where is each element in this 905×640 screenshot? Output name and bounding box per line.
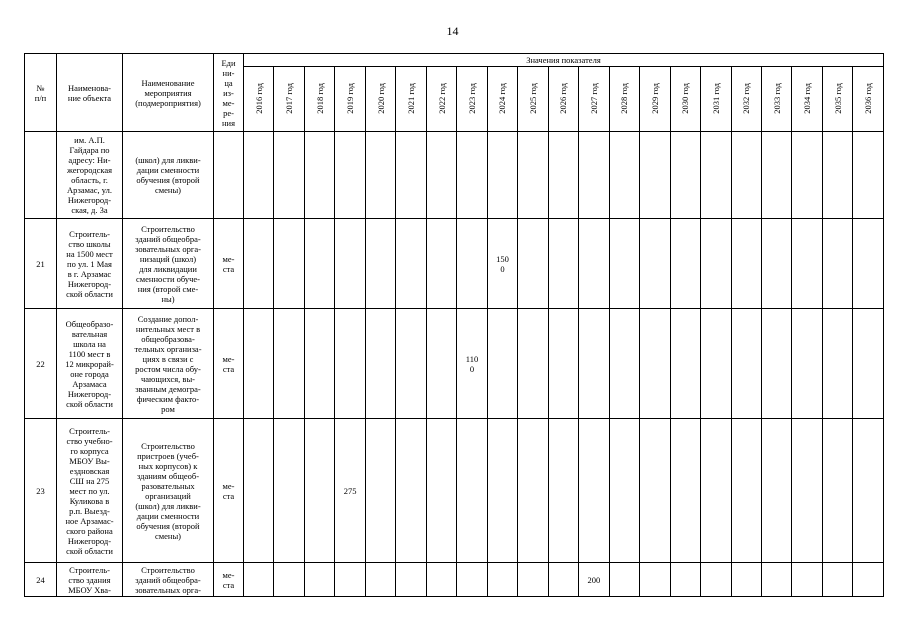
value-cell [792, 132, 822, 219]
value-cell [365, 309, 395, 419]
value-cell [244, 132, 274, 219]
value-cell: 150 0 [487, 219, 517, 309]
row-num: 24 [25, 563, 57, 597]
value-cell [761, 219, 791, 309]
year-header [518, 67, 548, 132]
value-cell [670, 563, 700, 597]
value-cell [396, 419, 426, 563]
year-header [274, 67, 304, 132]
year-label: 2034 год [802, 82, 813, 114]
value-cell [426, 309, 456, 419]
value-cell [822, 132, 852, 219]
object-name: Общеобразо- вательная школа на 1100 мест в 12 микрорай- оне города Арзамаса Нижегород- ской области [57, 309, 123, 419]
value-cell [365, 132, 395, 219]
year-label: 2036 год [863, 82, 874, 114]
table-row [25, 419, 884, 563]
value-cell [457, 219, 487, 309]
year-label: 2026 год [558, 82, 569, 114]
value-cell [701, 132, 731, 219]
year-header [609, 67, 639, 132]
year-header [426, 67, 456, 132]
unit-cell [214, 132, 244, 219]
unit-cell: ме- ста [214, 563, 244, 597]
value-cell [548, 309, 578, 419]
value-cell [335, 219, 365, 309]
value-cell [487, 563, 517, 597]
object-name: им. А.П. Гайдара по адресу: Ни- жегородская область, г. Арзамас, ул. Нижегород- ская, д. 3а [57, 132, 123, 219]
year-label: 2021 год [406, 82, 417, 114]
year-label: 2035 год [832, 82, 843, 114]
year-header [548, 67, 578, 132]
value-cell [548, 419, 578, 563]
value-cell [396, 309, 426, 419]
value-cell [609, 219, 639, 309]
value-cell [731, 219, 761, 309]
unit-cell: ме- ста [214, 309, 244, 419]
value-cell: 110 0 [457, 309, 487, 419]
header-unit: Еди ни- ца из- ме- ре- ния [214, 54, 244, 132]
value-cell [579, 132, 609, 219]
value-cell [487, 132, 517, 219]
value-cell [822, 563, 852, 597]
value-cell [670, 419, 700, 563]
value-cell [426, 419, 456, 563]
value-cell [548, 563, 578, 597]
value-cell [761, 309, 791, 419]
value-cell [670, 219, 700, 309]
value-cell [640, 132, 670, 219]
event-name: Создание допол- нительных мест в общеобразова- тельных организа- циях в связи с ростом числа обу- чающихся, вы- званным демогра- фическим факто- ром [123, 309, 214, 419]
year-label: 2018 год [314, 82, 325, 114]
year-label: 2028 год [619, 82, 630, 114]
value-cell [853, 309, 884, 419]
year-label: 2031 год [710, 82, 721, 114]
value-cell [335, 563, 365, 597]
header-values: Значения показателя [244, 54, 884, 67]
value-cell [792, 419, 822, 563]
year-label: 2022 год [436, 82, 447, 114]
value-cell [518, 419, 548, 563]
year-header [640, 67, 670, 132]
year-label: 2016 год [253, 82, 264, 114]
year-label: 2024 год [497, 82, 508, 114]
value-cell [670, 132, 700, 219]
unit-cell: ме- ста [214, 419, 244, 563]
object-name: Строитель- ство здания МБОУ Хва- [57, 563, 123, 597]
value-cell [761, 419, 791, 563]
value-cell [731, 132, 761, 219]
year-label: 2017 год [284, 82, 295, 114]
event-name: (школ) для ликви- дации сменности обучения (второй смены) [123, 132, 214, 219]
year-header [670, 67, 700, 132]
value-cell [304, 132, 334, 219]
row-num: 22 [25, 309, 57, 419]
value-cell [731, 563, 761, 597]
page-number: 14 [446, 24, 459, 38]
value-cell [518, 219, 548, 309]
value-cell [365, 563, 395, 597]
value-cell [701, 563, 731, 597]
year-header [853, 67, 884, 132]
table-row [25, 219, 884, 309]
value-cell [244, 309, 274, 419]
value-cell [244, 563, 274, 597]
value-cell [761, 563, 791, 597]
header-object: Наименова- ние объекта [57, 54, 123, 132]
value-cell [731, 309, 761, 419]
value-cell [274, 132, 304, 219]
value-cell [853, 563, 884, 597]
unit-cell: ме- ста [214, 219, 244, 309]
value-cell [822, 309, 852, 419]
value-cell [822, 219, 852, 309]
table-row [25, 132, 884, 219]
header-event: Наименование мероприятия (подмероприятия) [123, 54, 214, 132]
row-num [25, 132, 57, 219]
value-cell [701, 219, 731, 309]
value-cell [335, 309, 365, 419]
indicator-table [24, 53, 884, 597]
value-cell [579, 219, 609, 309]
year-header [822, 67, 852, 132]
value-cell [640, 219, 670, 309]
value-cell [396, 219, 426, 309]
value-cell [792, 563, 822, 597]
value-cell [640, 563, 670, 597]
year-label: 2027 год [588, 82, 599, 114]
value-cell [487, 419, 517, 563]
value-cell [609, 563, 639, 597]
value-cell: 200 [579, 563, 609, 597]
value-cell [579, 309, 609, 419]
value-cell [822, 419, 852, 563]
value-cell [426, 219, 456, 309]
value-cell [396, 563, 426, 597]
value-cell [487, 309, 517, 419]
value-cell [365, 219, 395, 309]
year-header [396, 67, 426, 132]
year-header [701, 67, 731, 132]
event-name: Строительство пристроев (учеб- ных корпусов) к зданиям общеоб- разовательных организаций (школ) для ликви- дации сменности обучения (второй смены) [123, 419, 214, 563]
value-cell [274, 309, 304, 419]
year-header [761, 67, 791, 132]
year-label: 2025 год [527, 82, 538, 114]
year-label: 2033 год [771, 82, 782, 114]
row-num: 21 [25, 219, 57, 309]
value-cell [304, 419, 334, 563]
year-header [244, 67, 274, 132]
event-name: Строительство зданий общеобра- зовательных орга- низаций (школ) для ликвидации сменности обуче- ния (второй сме- ны) [123, 219, 214, 309]
value-cell [335, 132, 365, 219]
value-cell [761, 132, 791, 219]
value-cell [853, 132, 884, 219]
value-cell [426, 132, 456, 219]
value-cell [792, 219, 822, 309]
year-header [579, 67, 609, 132]
value-cell [609, 132, 639, 219]
value-cell [365, 419, 395, 563]
year-header [365, 67, 395, 132]
year-label: 2032 год [741, 82, 752, 114]
value-cell [640, 419, 670, 563]
value-cell [701, 419, 731, 563]
value-cell [274, 219, 304, 309]
value-cell [792, 309, 822, 419]
value-cell [304, 309, 334, 419]
year-header [335, 67, 365, 132]
value-cell [579, 419, 609, 563]
year-label: 2019 год [345, 82, 356, 114]
year-header [457, 67, 487, 132]
year-label: 2029 год [649, 82, 660, 114]
year-header [487, 67, 517, 132]
event-name: Строительство зданий общеобра- зовательных орга- [123, 563, 214, 597]
row-num: 23 [25, 419, 57, 563]
value-cell [518, 563, 548, 597]
value-cell [457, 132, 487, 219]
value-cell [701, 309, 731, 419]
object-name: Строитель- ство учебно- го корпуса МБОУ Вы- ездновская СШ на 275 мест по ул. Куликова в р.п. Выезд- ное Арзамас- ского района Нижегород- ской области [57, 419, 123, 563]
value-cell [853, 419, 884, 563]
year-label: 2023 год [467, 82, 478, 114]
year-header [792, 67, 822, 132]
value-cell [396, 132, 426, 219]
value-cell [274, 419, 304, 563]
value-cell [548, 219, 578, 309]
value-cell [244, 419, 274, 563]
table-row [25, 563, 884, 597]
year-header [731, 67, 761, 132]
object-name: Строитель- ство школы на 1500 мест по ул. 1 Мая в г. Арзамас Нижегород- ской области [57, 219, 123, 309]
value-cell [640, 309, 670, 419]
year-header [304, 67, 334, 132]
value-cell [304, 219, 334, 309]
value-cell [457, 563, 487, 597]
value-cell [609, 309, 639, 419]
value-cell [274, 563, 304, 597]
value-cell [853, 219, 884, 309]
value-cell [548, 132, 578, 219]
value-cell: 275 [335, 419, 365, 563]
value-cell [304, 563, 334, 597]
value-cell [457, 419, 487, 563]
value-cell [244, 219, 274, 309]
value-cell [731, 419, 761, 563]
year-label: 2030 год [680, 82, 691, 114]
value-cell [609, 419, 639, 563]
table-row [25, 309, 884, 419]
value-cell [426, 563, 456, 597]
value-cell [518, 309, 548, 419]
value-cell [518, 132, 548, 219]
header-num: № п/п [25, 54, 57, 132]
value-cell [670, 309, 700, 419]
year-label: 2020 год [375, 82, 386, 114]
